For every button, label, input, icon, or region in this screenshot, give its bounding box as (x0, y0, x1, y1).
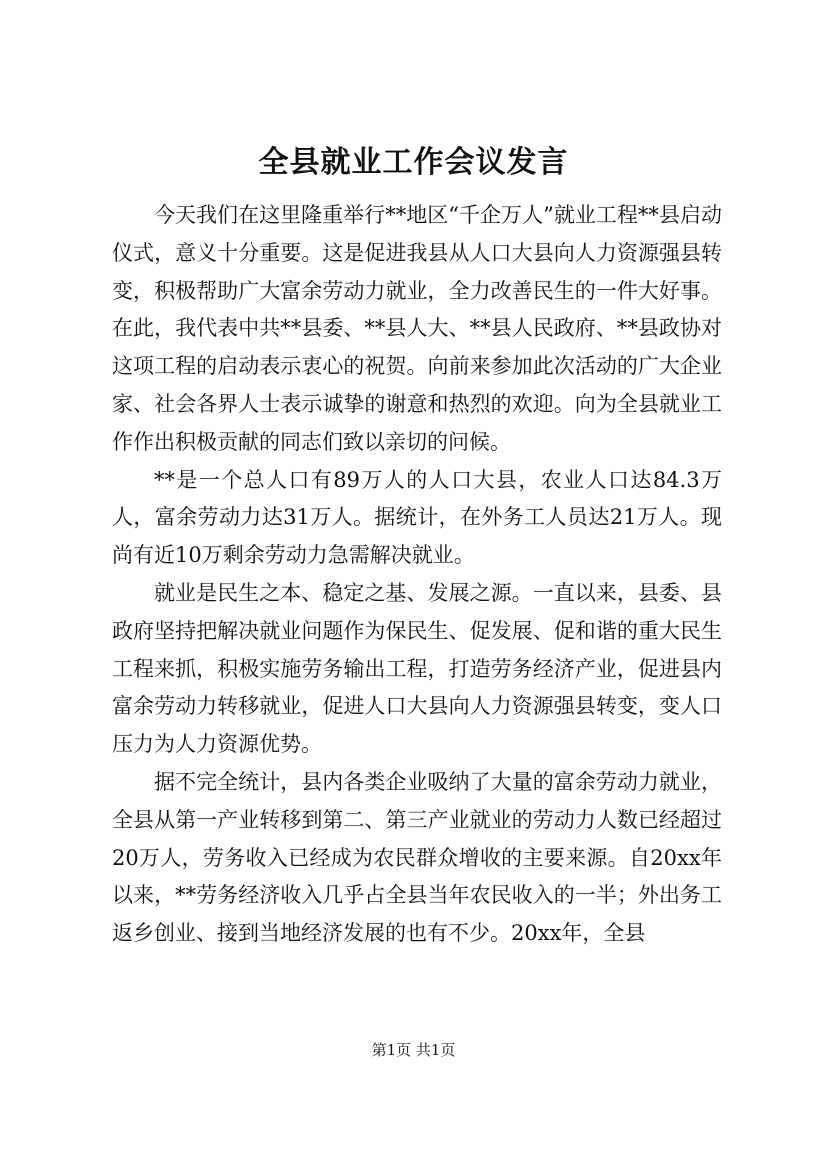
paragraph-4: 据不完全统计，县内各类企业吸纳了大量的富余劳动力就业，全县从第一产业转移到第二、第三产业就业的劳动力人数已经超过20万人，劳务收入已经成为农民群众增收的主要来源。自20xx年以来，**劳务经济收入几乎占全县当年农民收入的一半；外出务工返乡创业、接到当地经济发展的也有不少。20xx年，全县 (112, 769, 722, 946)
paragraph-3: 就业是民生之本、稳定之基、发展之源。一直以来，县委、县政府坚持把解决就业问题作为保民生、促发展、促和谐的重大民生工程来抓，积极实施劳务输出工程，打造劳务经济产业，促进县内富余劳动力转移就业，促进人口大县向人力资源强县转变，变人口压力为人力资源优势。 (112, 580, 722, 757)
document-title: 全县就业工作会议发言 (258, 145, 569, 180)
paragraph-1: 今天我们在这里隆重举行**地区“千企万人”就业工程**县启动仪式，意义十分重要。这是促进我县从人口大县向人力资源强县转变，积极帮助广大富余劳动力就业，全力改善民生的一件大好事。在此，我代表中共**县委、**县人大、**县人民政府、**县政协对这项工程的启动表示衷心的祝贺。向前来参加此次活动的广大企业家、社会各界人士表示诚挚的谢意和热烈的欢迎。向为全县就业工作作出积极贡献的同志们致以亲切的问候。 (112, 203, 722, 454)
page-footer: 第1页 共1页 (371, 1041, 456, 1059)
paragraph-2: **是一个总人口有89万人的人口大县，农业人口达84.3万人，富余劳动力达31万人。据统计，在外务工人员达21万人。现尚有近10万剩余劳动力急需解决就业。 (112, 467, 722, 568)
document-body (112, 197, 722, 953)
